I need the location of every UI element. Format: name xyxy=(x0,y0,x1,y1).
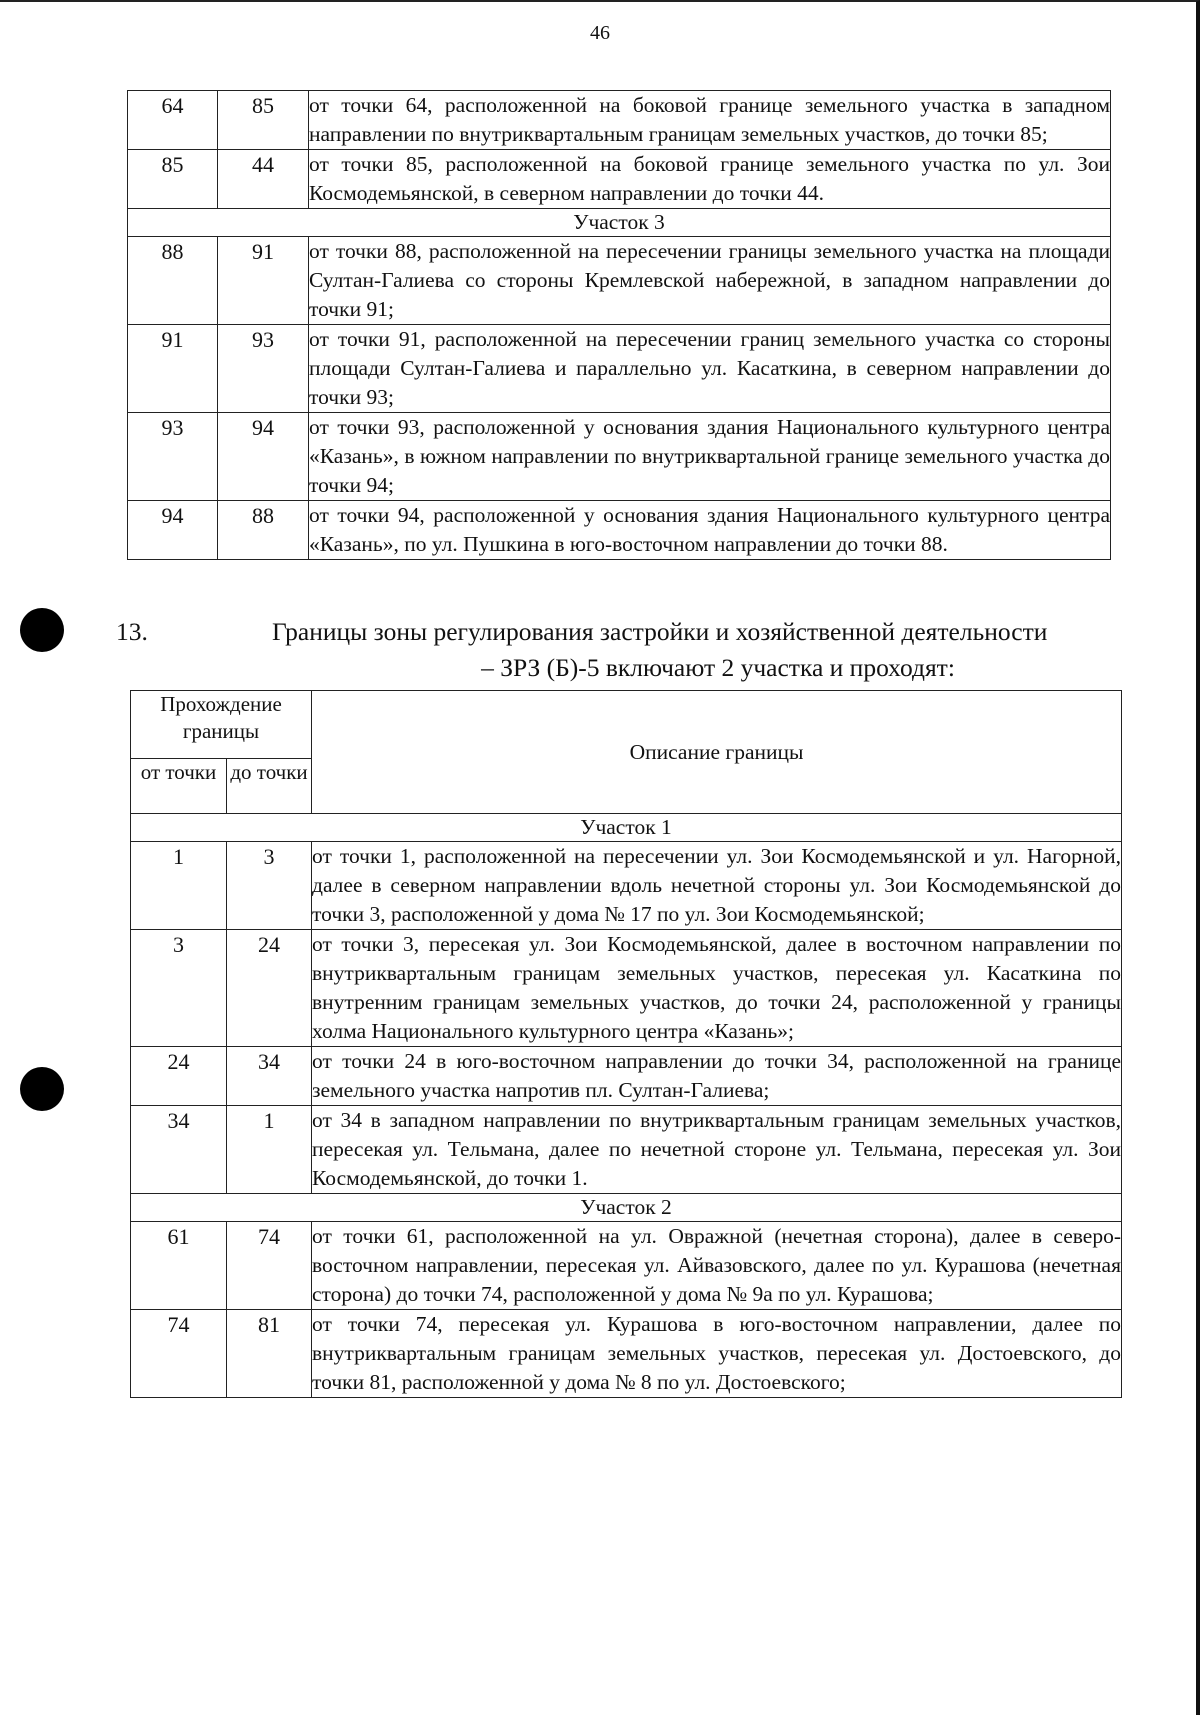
description-cell: от точки 85, расположенной на боковой границе земельного участка по ул. Зои Космодемьянской, в северном направлении до точки 44. xyxy=(309,150,1111,209)
section-row xyxy=(131,1194,1122,1222)
from-point-cell: 93 xyxy=(128,413,218,501)
description-cell: от точки 74, пересекая ул. Курашова в юго-восточном направлении, далее по внутриквартальным границам земельных участков, пересекая ул. Достоевского, до точки 81, расположенной у дома № 8 по ул. Достоевского; xyxy=(312,1310,1122,1398)
to-point-cell: 85 xyxy=(218,91,309,150)
to-point-cell: 1 xyxy=(227,1106,312,1194)
description-cell: от точки 1, расположенной на пересечении ул. Зои Космодемьянской и ул. Нагорной, далее в северном направлении вдоль нечетной стороны ул. Зои Космодемьянской до точки 3, расположенной у дома № 17 по ул. Зои Космодемьянской; xyxy=(312,842,1122,930)
page-number: 46 xyxy=(590,22,610,44)
table-row xyxy=(131,1222,1122,1310)
table-row xyxy=(128,150,1111,209)
to-point-cell: 91 xyxy=(218,237,309,325)
description-cell: от точки 94, расположенной у основания здания Национального культурного центра «Казань», по ул. Пушкина в юго-восточном направлении до точки 88. xyxy=(309,501,1111,560)
to-point-cell: 34 xyxy=(227,1047,312,1106)
table-row xyxy=(131,1106,1122,1194)
header-description: Описание границы xyxy=(312,691,1122,814)
table-row xyxy=(131,842,1122,930)
to-point-cell: 74 xyxy=(227,1222,312,1310)
from-point-cell: 3 xyxy=(131,930,227,1047)
table-row xyxy=(131,1310,1122,1398)
header-from-point: от точки xyxy=(131,759,227,814)
from-point-cell: 74 xyxy=(131,1310,227,1398)
to-point-cell: 94 xyxy=(218,413,309,501)
header-passage: Прохождение границы xyxy=(131,691,312,759)
from-point-cell: 91 xyxy=(128,325,218,413)
table-row xyxy=(131,1047,1122,1106)
description-cell: от точки 61, расположенной на ул. Овражной (нечетная сторона), далее в северо-восточном направлении, пересекая ул. Айвазовского, далее по ул. Курашова (нечетная сторона) до точки 74, расположенной у дома № 9а по ул. Курашова; xyxy=(312,1222,1122,1310)
section-title-line-1: Границы зоны регулирования застройки и хозяйственной деятельности xyxy=(272,617,1048,646)
boundary-table xyxy=(130,690,1122,1398)
from-point-cell: 34 xyxy=(131,1106,227,1194)
section-title-line-2: – ЗРЗ (Б)-5 включают 2 участка и проходят: xyxy=(481,653,955,682)
from-point-cell: 94 xyxy=(128,501,218,560)
to-point-cell: 24 xyxy=(227,930,312,1047)
from-point-cell: 24 xyxy=(131,1047,227,1106)
header-to-point: до точки xyxy=(227,759,312,814)
table-row xyxy=(128,91,1111,150)
section-number: 13. xyxy=(116,617,148,646)
plot-section-label: Участок 1 xyxy=(131,814,1122,842)
punch-hole xyxy=(20,1067,64,1111)
description-cell: от точки 91, расположенной на пересечении границ земельного участка со стороны площади Султан-Галиева и параллельно ул. Касаткина, в северном направлении до точки 93; xyxy=(309,325,1111,413)
table-row xyxy=(131,930,1122,1047)
boundary-table-continued xyxy=(127,90,1111,560)
plot-section-label: Участок 2 xyxy=(131,1194,1122,1222)
from-point-cell: 85 xyxy=(128,150,218,209)
punch-hole xyxy=(20,608,64,652)
table-row xyxy=(128,325,1111,413)
table-row xyxy=(128,501,1111,560)
section-row xyxy=(131,814,1122,842)
plot-section-label: Участок 3 xyxy=(128,209,1111,237)
from-point-cell: 1 xyxy=(131,842,227,930)
to-point-cell: 93 xyxy=(218,325,309,413)
from-point-cell: 88 xyxy=(128,237,218,325)
description-cell: от точки 88, расположенной на пересечении границы земельного участка на площади Султан-Галиева со стороны Кремлевской набережной, в западном направлении до точки 91; xyxy=(309,237,1111,325)
description-cell: от точки 64, расположенной на боковой границе земельного участка в западном направлении по внутриквартальным границам земельных участков, до точки 85; xyxy=(309,91,1111,150)
description-cell: от точки 24 в юго-восточном направлении до точки 34, расположенной на границе земельного участка напротив пл. Султан-Галиева; xyxy=(312,1047,1122,1106)
from-point-cell: 61 xyxy=(131,1222,227,1310)
description-cell: от точки 93, расположенной у основания здания Национального культурного центра «Казань», в южном направлении по внутриквартальной границе земельного участка до точки 94; xyxy=(309,413,1111,501)
table-row xyxy=(128,413,1111,501)
to-point-cell: 81 xyxy=(227,1310,312,1398)
section-row xyxy=(128,209,1111,237)
table-row xyxy=(128,237,1111,325)
description-cell: от 34 в западном направлении по внутриквартальным границам земельных участков, пересекая ул. Тельмана, далее по нечетной стороне ул. Тельмана, пересекая ул. Зои Космодемьянской, до точки 1. xyxy=(312,1106,1122,1194)
from-point-cell: 64 xyxy=(128,91,218,150)
to-point-cell: 44 xyxy=(218,150,309,209)
to-point-cell: 88 xyxy=(218,501,309,560)
description-cell: от точки 3, пересекая ул. Зои Космодемьянской, далее в восточном направлении по внутриквартальным границам земельных участков, пересекая ул. Касаткина по внутренним границам земельных участков, до точки 24, расположенной у границы холма Национального культурного центра «Казань»; xyxy=(312,930,1122,1047)
to-point-cell: 3 xyxy=(227,842,312,930)
